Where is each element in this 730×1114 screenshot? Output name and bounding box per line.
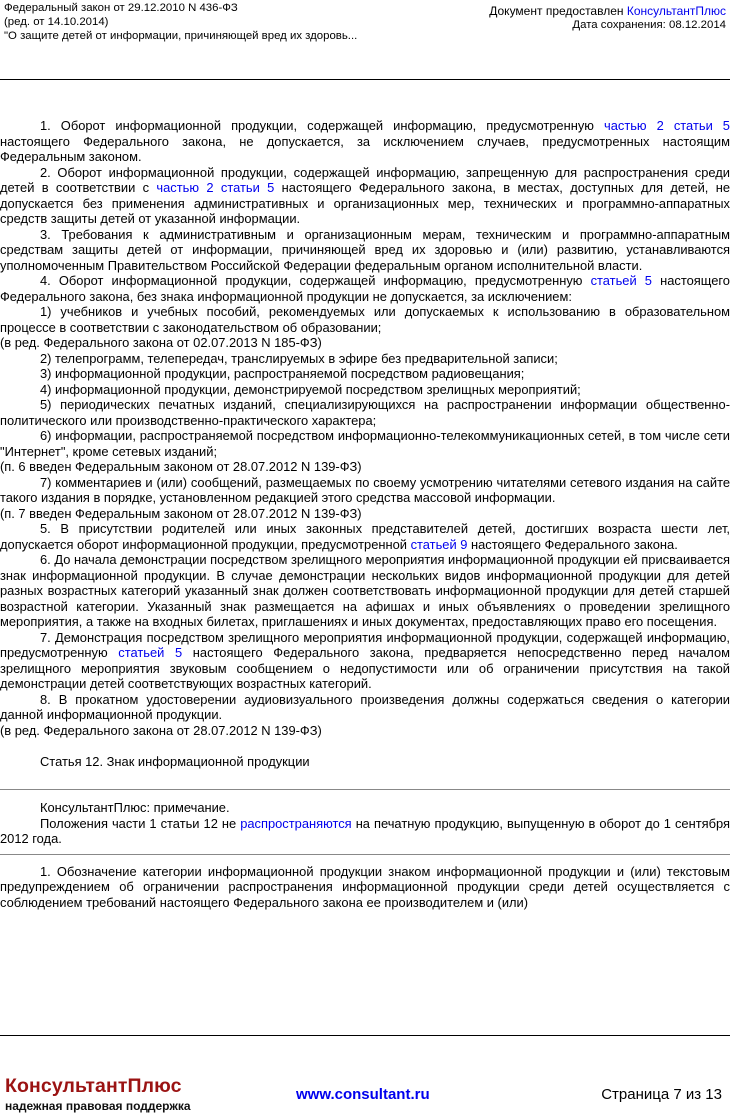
list-item-3: 3) информационной продукции, распространяемой посредством радиовещания;: [40, 366, 525, 381]
paragraph-5: [0, 521, 730, 552]
paragraph-text: 7. Демонстрация посредством зрелищного мероприятия информационной продукции, содержащей информацию, предусмотренную: [0, 629, 730, 660]
amendment-note: (в ред. Федерального закона от 02.07.2013 N 185-ФЗ): [0, 335, 322, 350]
save-date: Дата сохранения: 08.12.2014: [572, 19, 726, 31]
link-part2-article5[interactable]: частью 2 статьи 5: [156, 180, 275, 195]
amendment-note: (п. 6 введен Федеральным законом от 28.07.2012 N 139-ФЗ): [0, 459, 362, 474]
link-article9[interactable]: статьей 9: [410, 536, 468, 552]
paragraph-7: [0, 630, 730, 692]
note-text: [0, 816, 730, 847]
amendment-note: (в ред. Федерального закона от 28.07.2012 N 139-ФЗ): [0, 722, 322, 738]
paragraph-8: 8. В прокатном удостоверении аудиовизуального произведения должны содержаться сведения о категории данной информационной продукции.: [0, 691, 730, 722]
page-footer: [0, 1036, 730, 1114]
document-body: [0, 118, 730, 910]
provided-by-label: Документ предоставлен: [489, 4, 627, 18]
paragraph-text: настоящего Федерального закона, не допускается, за исключением случаев, предусмотренных настоящим Федеральным законом.: [0, 133, 730, 164]
list-item-5: 5) периодических печатных изданий, специализирующихся на распространении информации общественно-политического или производственно-практического характера;: [0, 397, 730, 428]
note-divider-top: [0, 789, 730, 790]
amendment-note: (п. 7 введен Федеральным законом от 28.07.2012 N 139-ФЗ): [0, 505, 362, 521]
provider-info: [489, 4, 726, 32]
consultant-link[interactable]: КонсультантПлюс: [626, 4, 726, 18]
paragraph-text: настоящего Федерального закона, в местах, доступных для детей, не допускается без применения административных и организационных мер, технических и программно-аппаратных средств защиты детей от указанной информации.: [0, 180, 730, 226]
paragraph-text: настоящего Федерального закона.: [467, 536, 678, 552]
list-item-7: 7) комментариев и (или) сообщений, размещаемых по своему усмотрению читателями сетевого издания на сайте такого издания в порядке, установленном редакцией этого средства массовой информации.: [0, 474, 730, 505]
paragraph-6: 6. До начала демонстрации посредством зрелищного мероприятия информационной продукции ей присваивается знак информационной продукции. В случае демонстрации нескольких видов информационной продукции для детей разных возрастных категорий указанный знак должен соответствовать информационной продукции для детей старшей возрастной категории. Указанный знак размещается на афишах и иных объявлениях о проведении зрелищного мероприятия, а также на входных билетах, приглашениях и иных документах, предоставляющих право его посещения.: [0, 552, 730, 629]
consultant-logo: КонсультантПлюс: [5, 1075, 182, 1097]
paragraph-3: 3. Требования к административным и организационным мерам, техническим и программно-аппаратным средствам защиты детей от информации, причиняющей вред их здоровью и (или) развитию, устанавливаются уполномоченным Правительством Российской Федерации федеральным органом исполнительной власти.: [0, 226, 730, 273]
list-item-4: 4) информационной продукции, демонстрируемой посредством зрелищных мероприятий;: [40, 381, 581, 397]
document-reference: [4, 1, 357, 43]
link-part2-article5[interactable]: частью 2 статьи 5: [603, 118, 730, 133]
law-edition-line: (ред. от 14.10.2014): [4, 16, 109, 28]
header-divider: [0, 79, 730, 80]
paragraph-1: [0, 118, 730, 165]
paragraph-text: 4. Оборот информационной продукции, содержащей информацию, предусмотренную: [40, 273, 591, 288]
paragraph-text: на печатную продукцию, выпущенную в оборот до 1 сентября 2012 года.: [0, 815, 730, 846]
link-applicability[interactable]: распространяются: [240, 815, 352, 831]
paragraph-text: 5. В присутствии родителей или иных законных представителей детей, достигших возраста шести лет, допускается оборот информационной продукции, предусмотренной: [0, 521, 730, 552]
article-12-title: Статья 12. Знак информационной продукции: [40, 753, 310, 769]
article-12-paragraph-1: 1. Обозначение категории информационной продукции знаком информационной продукции и (или) текстовым предупреждением об ограничении распространения информационной продукции среди детей осуществляется с соблюдением требований настоящего Федерального закона ее производителем и (или): [0, 863, 730, 910]
logo-tagline: надежная правовая поддержка: [5, 1099, 191, 1113]
paragraph-text: настоящего Федерального закона, без знака информационной продукции не допускается, за исключением:: [0, 273, 730, 304]
note-divider-bottom: [0, 854, 730, 855]
link-article5[interactable]: статьей 5: [118, 645, 183, 660]
website-link[interactable]: www.consultant.ru: [296, 1086, 430, 1103]
link-article5[interactable]: статьей 5: [590, 273, 652, 288]
page-header: [0, 0, 730, 80]
law-title-line: Федеральный закон от 29.12.2010 N 436-ФЗ: [4, 2, 238, 14]
paragraph-2: [0, 165, 730, 227]
list-item-1: 1) учебников и учебных пособий, рекомендуемых или допускаемых к использованию в образовательном процессе в соответствии с законодательством об образовании;: [0, 304, 730, 335]
note-title: КонсультантПлюс: примечание.: [40, 800, 230, 815]
paragraph-text: 1. Оборот информационной продукции, содержащей информацию, предусмотренную: [40, 118, 604, 133]
list-item-2: 2) телепрограмм, телепередач, транслируемых в эфире без предварительной записи;: [40, 350, 558, 366]
paragraph-text: настоящего Федерального закона, предваряется непосредственно перед началом зрелищного мероприятия звуковым сообщением о недопустимости или об ограничении присутствия на такой демонстрации детей соответствующих возрастных категорий.: [0, 645, 730, 691]
law-name-line: "О защите детей от информации, причиняющей вред их здоровь...: [4, 30, 358, 42]
paragraph-text: 2. Оборот информационной продукции, содержащей информацию, запрещенную для распространения среди детей в соответствии с: [0, 164, 730, 195]
blank-line: [0, 738, 730, 754]
paragraph-4: [0, 273, 730, 304]
paragraph-text: Положения части 1 статьи 12 не: [40, 815, 241, 831]
provided-by: [489, 4, 726, 18]
list-item-6: 6) информации, распространяемой посредством информационно-телекоммуникационных сетей, в том числе сети "Интернет", кроме сетевых изданий;: [0, 428, 730, 459]
page-number: Страница 7 из 13: [601, 1086, 722, 1103]
